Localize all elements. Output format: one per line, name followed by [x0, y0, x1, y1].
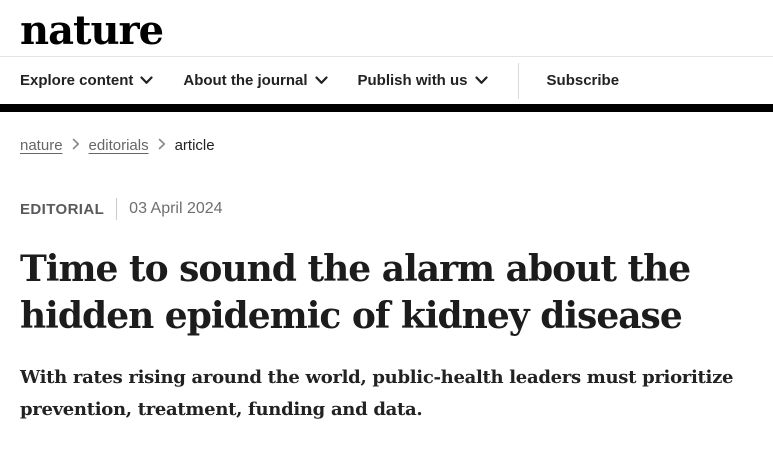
breadcrumb-link-nature[interactable]: nature: [20, 137, 63, 154]
chevron-down-icon: [475, 76, 488, 85]
breadcrumb: [0, 137, 773, 154]
nav-about-the-journal[interactable]: [183, 72, 327, 89]
breadcrumb-current-article: article: [174, 137, 215, 154]
nav-publish-with-us[interactable]: [358, 72, 488, 89]
nav-divider: [518, 63, 519, 99]
article-meta: [0, 198, 773, 220]
chevron-down-icon: [140, 76, 153, 85]
article-title: Time to sound the alarm about the hidden epidemic of kidney disease: [20, 248, 691, 337]
publication-date: 03 April 2024: [129, 200, 223, 217]
nav-publish-with-us-label: Publish with us: [357, 72, 468, 89]
article-type-kicker: EDITORIAL: [20, 200, 105, 218]
main-nav: [0, 57, 773, 104]
nature-logo[interactable]: nature: [20, 7, 164, 54]
chevron-right-icon: [72, 137, 80, 154]
nav-explore-content[interactable]: [20, 72, 153, 89]
meta-divider: [116, 198, 117, 220]
chevron-right-icon: [158, 137, 166, 154]
article-subtitle: With rates rising around the world, public-health leaders must prioritize prevention, treatment, funding and data.: [20, 367, 734, 420]
chevron-down-icon: [315, 76, 328, 85]
header-logo-row: [0, 0, 773, 57]
black-accent-bar: [0, 104, 773, 112]
nav-about-the-journal-label: About the journal: [183, 72, 308, 89]
subscribe-link[interactable]: Subscribe: [546, 72, 620, 89]
breadcrumb-link-editorials[interactable]: editorials: [88, 137, 149, 154]
nav-explore-content-label: Explore content: [20, 72, 134, 89]
